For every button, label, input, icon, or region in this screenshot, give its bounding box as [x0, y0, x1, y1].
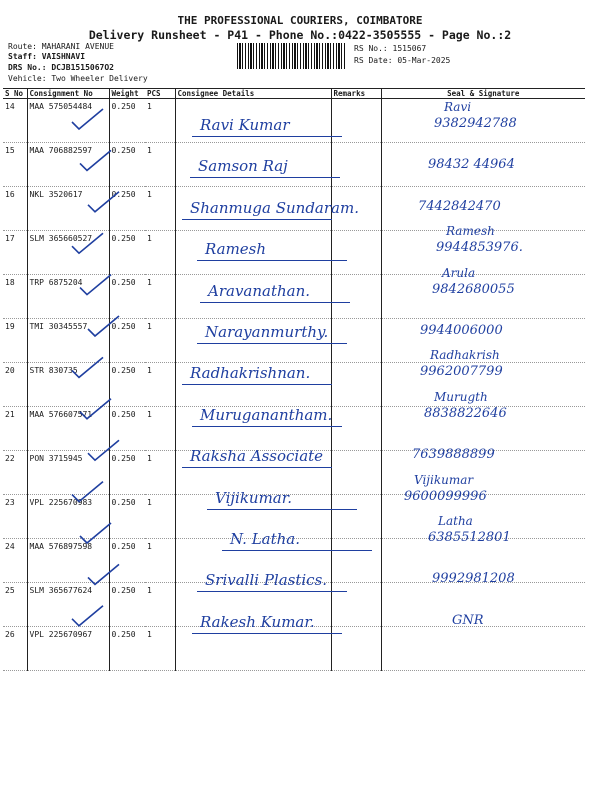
cell-pcs: 1 — [145, 319, 175, 363]
consignee-name: Shanmuga Sundaram. — [190, 198, 359, 217]
consignee-name: Vijikumar. — [215, 488, 293, 507]
cell-wt: 0.250 — [109, 275, 145, 319]
col-remarks: Remarks — [331, 89, 381, 99]
underline — [192, 426, 342, 427]
underline — [182, 467, 332, 468]
signature-phone: 8838822646 — [424, 405, 507, 421]
cell-remarks — [331, 539, 381, 583]
cell-cno: NKL 3520617 — [27, 187, 109, 231]
underline — [197, 591, 347, 592]
document-title: THE PROFESSIONAL COURIERS, COIMBATORE — [177, 14, 423, 27]
cell-sno: 22 — [3, 451, 27, 495]
signature-name: Vijikumar — [414, 472, 474, 487]
cell-cno: MAA 576607571 — [27, 407, 109, 451]
cell-remarks — [331, 275, 381, 319]
cell-remarks — [331, 319, 381, 363]
table-header-row — [3, 89, 585, 99]
signature-name: Arula — [442, 265, 476, 280]
cell-pcs: 1 — [145, 363, 175, 407]
cell-sno: 25 — [3, 583, 27, 627]
consignee-name: Samson Raj — [198, 157, 288, 176]
consignee-name: Ramesh — [205, 240, 267, 259]
underline — [197, 260, 347, 261]
cell-pcs: 1 — [145, 99, 175, 143]
cell-wt: 0.250 — [109, 187, 145, 231]
cell-pcs: 1 — [145, 275, 175, 319]
consignee-name: Raksha Associate — [190, 447, 324, 466]
cell-cno: VPL 225670983 — [27, 495, 109, 539]
cell-wt: 0.250 — [109, 407, 145, 451]
signature-phone: 9600099996 — [404, 488, 487, 504]
staff-text: Staff: VAISHNAVI — [8, 52, 86, 61]
cell-wt: 0.250 — [109, 319, 145, 363]
cell-remarks — [331, 407, 381, 451]
cell-sig — [381, 627, 585, 671]
signature-name: Radhakrish — [430, 348, 500, 363]
underline — [197, 343, 347, 344]
cell-pcs: 1 — [145, 187, 175, 231]
signature-phone: 9992981208 — [432, 571, 515, 587]
cell-sno: 14 — [3, 99, 27, 143]
cell-cno: MAA 575054484 — [27, 99, 109, 143]
cell-cno: MAA 706882597 — [27, 143, 109, 187]
drs-number: DRS No.: DCJB1515067O2 — [8, 63, 114, 72]
cell-pcs: 1 — [145, 495, 175, 539]
signature-phone: 7639888899 — [412, 447, 495, 463]
cell-wt: 0.250 — [109, 363, 145, 407]
consignee-name: N. Latha. — [230, 530, 301, 548]
consignee-name: Radhakrishnan. — [190, 364, 311, 383]
underline — [200, 302, 350, 303]
underline — [192, 136, 342, 137]
cell-wt: 0.250 — [109, 451, 145, 495]
cell-pcs: 1 — [145, 407, 175, 451]
cell-wt: 0.250 — [109, 495, 145, 539]
signature-phone: 9842680055 — [432, 281, 515, 297]
consignee-name: Narayanmurthy. — [205, 323, 329, 341]
cell-pcs: 1 — [145, 583, 175, 627]
cell-wt: 0.250 — [109, 99, 145, 143]
consignee-name: Srivalli Plastics. — [205, 571, 328, 590]
cell-cno: PON 3715945 — [27, 451, 109, 495]
document-subtitle: Delivery Runsheet - P41 - Phone No.:0422-3505555 - Page No.:2 — [88, 28, 512, 42]
signature-name: Murugth — [434, 389, 488, 404]
signature-phone: 98432 44964 — [428, 157, 515, 173]
cell-sno: 23 — [3, 495, 27, 539]
cell-sno: 16 — [3, 187, 27, 231]
cell-pcs: 1 — [145, 451, 175, 495]
cell-cno: TMI 30345557 — [27, 319, 109, 363]
signature-name: Ravi — [444, 100, 472, 114]
signature-name: Latha — [438, 514, 473, 528]
cell-wt: 0.250 — [109, 231, 145, 275]
barcode — [237, 43, 345, 69]
signature-phone: 9944006000 — [420, 323, 503, 338]
vehicle-text: Vehicle: Two Wheeler Delivery — [8, 74, 148, 83]
col-pcs: PCS — [145, 89, 175, 99]
cell-sno: 17 — [3, 231, 27, 275]
cell-wt: 0.250 — [109, 539, 145, 583]
cell-remarks — [331, 495, 381, 539]
cell-wt: 0.250 — [109, 143, 145, 187]
cell-sno: 24 — [3, 539, 27, 583]
cell-cno: SLM 365677624 — [27, 583, 109, 627]
cell-sno: 18 — [3, 275, 27, 319]
col-sno: S No — [3, 89, 27, 99]
cell-sno: 20 — [3, 363, 27, 407]
cell-cno: TRP 6875204 — [27, 275, 109, 319]
underline — [207, 509, 357, 510]
cell-remarks — [331, 451, 381, 495]
signature-name: Ramesh — [446, 224, 495, 239]
cell-pcs: 1 — [145, 143, 175, 187]
cell-cno: STR 830735 — [27, 363, 109, 407]
signature-phone: 6385512801 — [428, 530, 511, 545]
rs-number: RS No.: 1515067 — [354, 44, 427, 53]
cell-sno: 26 — [3, 627, 27, 671]
route-text: Route: MAHARANI AVENUE — [8, 42, 114, 51]
signature-phone: 9962007799 — [420, 364, 503, 380]
cell-sno: 19 — [3, 319, 27, 363]
rs-date: RS Date: 05-Mar-2025 — [354, 56, 451, 65]
cell-pcs: 1 — [145, 539, 175, 583]
cell-remarks — [331, 583, 381, 627]
consignee-name: Rakesh Kumar. — [200, 612, 315, 631]
underline — [192, 633, 342, 634]
cell-cno: MAA 576897598 — [27, 539, 109, 583]
cell-cno: VPL 225670967 — [27, 627, 109, 671]
underline — [182, 219, 332, 220]
cell-remarks — [331, 143, 381, 187]
cell-remarks — [331, 363, 381, 407]
cell-pcs: 1 — [145, 231, 175, 275]
cell-sno: 15 — [3, 143, 27, 187]
col-weight: Weight — [109, 89, 145, 99]
col-consignee: Consignee Details — [175, 89, 331, 99]
col-consignment: Consignment No — [27, 89, 109, 99]
cell-cno: SLM 365660527 — [27, 231, 109, 275]
cell-remarks — [331, 231, 381, 275]
consignee-name: Muruganantham. — [200, 405, 333, 424]
cell-sno: 21 — [3, 407, 27, 451]
signature-phone: 9944853976. — [436, 240, 523, 256]
col-signature: Seal & Signature — [381, 89, 585, 99]
underline — [190, 177, 340, 178]
cell-wt: 0.250 — [109, 583, 145, 627]
underline — [222, 550, 372, 551]
signature-phone: GNR — [452, 612, 484, 628]
consignee-name: Ravi Kumar — [200, 116, 290, 134]
consignee-name: Aravanathan. — [208, 281, 311, 300]
underline — [182, 384, 332, 385]
cell-pcs: 1 — [145, 627, 175, 671]
cell-wt: 0.250 — [109, 627, 145, 671]
signature-phone: 7442842470 — [418, 198, 501, 214]
signature-phone: 9382942788 — [434, 116, 517, 131]
